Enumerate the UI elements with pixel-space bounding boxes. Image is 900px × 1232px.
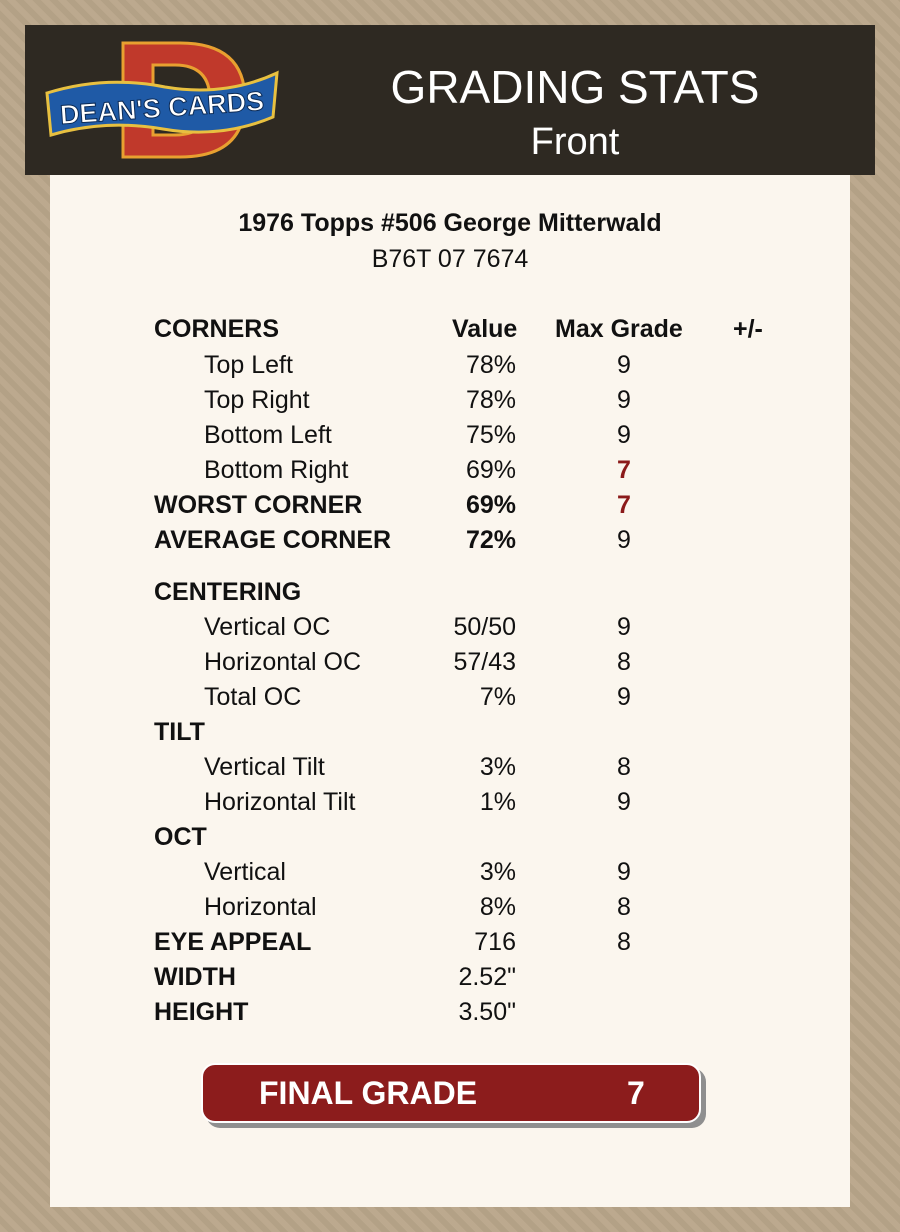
stat-label: Horizontal Tilt [204,788,356,816]
stat-max-grade: 9 [617,421,631,449]
page-subtitle: Front [530,121,620,163]
stat-value: 3% [479,753,516,781]
stat-value: 8% [479,893,516,921]
stat-label: Total OC [204,683,302,711]
deans-cards-logo [45,35,285,165]
stat-label: Bottom Right [204,456,349,484]
page-title: GRADING STATS [390,61,760,113]
stat-max-grade: 7 [617,456,631,484]
stats-panel [50,175,850,1207]
stat-label: Horizontal [204,893,317,921]
stat-value: 2.52" [458,963,516,991]
cert-number: B76T 07 7674 [371,245,529,273]
stat-value: 3.50" [458,998,516,1026]
stat-max-grade: 9 [617,858,631,886]
stat-label: Vertical OC [204,613,331,641]
max-grade-column-header: Max Grade [555,315,683,343]
stat-label: Vertical [204,858,286,886]
stats-row [50,858,850,892]
plus-minus-column-header: +/- [733,315,763,343]
stat-max-grade: 8 [617,893,631,921]
stats-row [50,683,850,717]
stat-label: HEIGHT [154,998,249,1026]
stats-row [50,613,850,647]
stats-row [50,351,850,385]
card-name: 1976 Topps #506 George Mitterwald [238,209,662,237]
stats-row [50,753,850,787]
stat-label: AVERAGE CORNER [154,526,392,554]
stat-label: WORST CORNER [154,491,363,519]
header-bar [25,25,875,175]
stat-max-grade: 9 [617,386,631,414]
stat-label: CENTERING [154,578,302,606]
stat-value: 75% [465,421,516,449]
stat-value: 1% [479,788,516,816]
stat-max-grade: 7 [617,491,631,519]
stats-row [50,788,850,822]
stat-value: 69% [465,456,516,484]
stats-row [50,421,850,455]
stat-label: Bottom Left [204,421,332,449]
stat-max-grade: 9 [617,788,631,816]
stat-label: Top Right [204,386,310,414]
stats-row [50,526,850,560]
stat-value: 78% [465,386,516,414]
stat-max-grade: 9 [617,526,631,554]
stats-row [50,648,850,682]
stats-row [50,718,850,752]
stats-row [50,963,850,997]
stat-label: OCT [154,823,207,851]
stat-max-grade: 8 [617,648,631,676]
stat-max-grade: 8 [617,928,631,956]
logo-text: DEAN'S CARDS [59,85,266,131]
stat-label: EYE APPEAL [154,928,312,956]
stat-label: Horizontal OC [204,648,361,676]
stat-max-grade: 8 [617,753,631,781]
stats-row [50,491,850,525]
stat-label: Vertical Tilt [204,753,325,781]
stat-label: WIDTH [154,963,236,991]
stat-value: 72% [465,526,516,554]
final-grade-value: 7 [627,1075,645,1111]
final-grade-box [201,1063,701,1123]
stats-row [50,315,850,349]
value-column-header: Value [452,315,518,343]
stats-row [50,928,850,962]
stat-value: 69% [465,491,516,519]
stats-row [50,893,850,927]
stat-label: TILT [154,718,205,746]
stats-row [50,823,850,857]
stats-row [50,386,850,420]
stat-value: 78% [465,351,516,379]
stats-row [50,456,850,490]
stat-max-grade: 9 [617,351,631,379]
stat-value: 57/43 [453,648,516,676]
stat-value: 7% [479,683,516,711]
stat-value: 50/50 [453,613,516,641]
stats-row [50,578,850,612]
stats-row [50,998,850,1032]
final-grade-label: FINAL GRADE [259,1075,478,1111]
stat-value: 3% [479,858,516,886]
stat-max-grade: 9 [617,613,631,641]
stat-max-grade: 9 [617,683,631,711]
stat-label: Top Left [204,351,293,379]
stat-label: CORNERS [154,315,280,343]
stat-value: 716 [474,928,516,956]
